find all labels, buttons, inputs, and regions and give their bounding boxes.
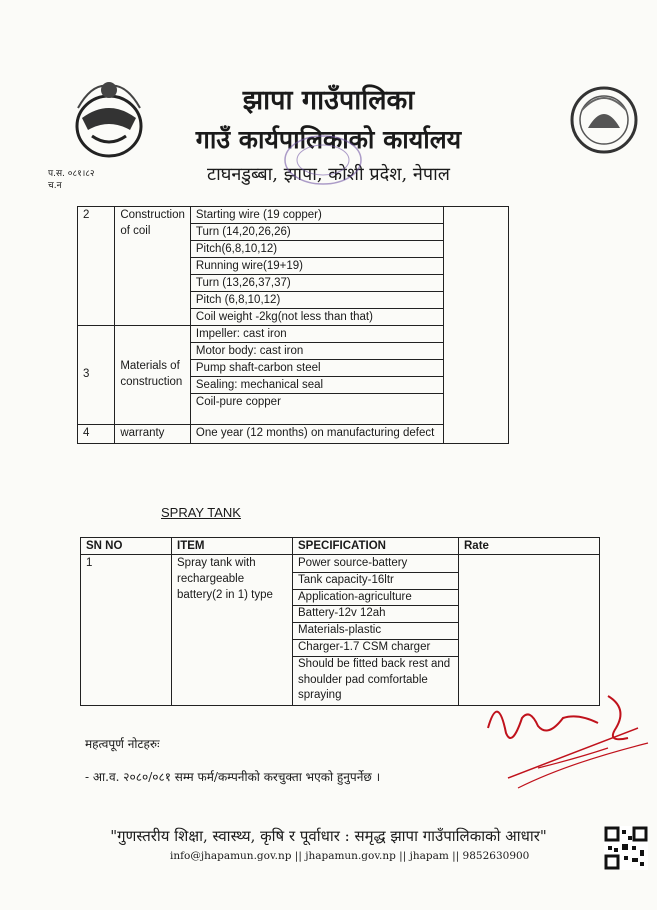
- table-row: [78, 425, 509, 444]
- office-stamp: [282, 132, 364, 188]
- table-row: [78, 326, 509, 425]
- spec-line: Battery-12v 12ah: [293, 606, 458, 623]
- spec-cell: [293, 555, 459, 706]
- spray-tank-heading: SPRAY TANK: [161, 505, 241, 520]
- footer-contact: info@jhapamun.gov.np || jhapamun.gov.np || jhapam || 9852630900: [170, 850, 530, 862]
- header-item: ITEM: [172, 538, 293, 555]
- item-cell: warranty: [115, 425, 191, 444]
- sn-cell: 1: [81, 555, 172, 706]
- table-row: [78, 207, 509, 326]
- header-title: झापा गाउँपालिका: [242, 85, 415, 116]
- spec-line: Starting wire (19 copper): [191, 207, 444, 224]
- header-specification: SPECIFICATION: [293, 538, 459, 555]
- specification-table: [77, 206, 509, 444]
- item-cell: Construction of coil: [115, 207, 191, 326]
- spec-line: Motor body: cast iron: [191, 343, 444, 360]
- spec-cell: One year (12 months) on manufacturing defect: [190, 425, 444, 444]
- note-item: - आ.व. २०८०/०८१ सम्म फर्म/कम्पनीको करचुक्ता भएको हुनुपर्नेछ ।: [85, 770, 381, 784]
- spec-line: Running wire(19+19): [191, 258, 444, 275]
- dispatch-number: च.न: [48, 181, 62, 191]
- notes-heading: महत्वपूर्ण नोटहरुः: [85, 737, 160, 751]
- spec-line: Pump shaft-carbon steel: [191, 360, 444, 377]
- spec-line: Power source-battery: [293, 556, 458, 573]
- reference-block: [48, 168, 95, 192]
- table-header-row: [81, 538, 600, 555]
- spec-cell: [190, 207, 444, 326]
- rate-cell: [459, 555, 600, 706]
- item-cell: Materials of construction: [115, 326, 191, 425]
- spec-line: Turn (14,20,26,26): [191, 224, 444, 241]
- qr-code-icon: [604, 826, 648, 870]
- spec-line: Application-agriculture: [293, 590, 458, 607]
- spec-line: Coil weight -2kg(not less than that): [195, 311, 373, 323]
- spec-line: Charger-1.7 CSM charger: [293, 640, 458, 657]
- sn-cell: 4: [78, 425, 115, 444]
- spec-line: Impeller: cast iron: [191, 326, 444, 343]
- item-cell: Spray tank with rechargeable battery(2 in 1) type: [172, 555, 293, 706]
- spec-line: Turn (13,26,37,37): [191, 275, 444, 292]
- header-sn: SN NO: [81, 538, 172, 555]
- spec-line: Coil-pure copper: [195, 396, 281, 408]
- header-subtitle: गाउँ कार्यपालिकाको कार्यालय: [195, 125, 462, 154]
- header-address: टाघनडुब्बा, झापा, कोशी प्रदेश, नेपाल: [207, 164, 450, 185]
- header-rate: Rate: [459, 538, 600, 555]
- ref-number: प.स. ०८१।८२: [48, 169, 95, 179]
- spec-line: Pitch (6,8,10,12): [191, 292, 444, 309]
- table-row: [81, 555, 600, 706]
- signature-stamp: [478, 688, 654, 798]
- spec-cell: [190, 326, 444, 425]
- spray-tank-table: [80, 537, 600, 706]
- footer-motto: "गुणस्तरीय शिक्षा, स्वास्थ्य, कृषि र पूर्वाधार : समृद्ध झापा गाउँपालिकाको आधार": [110, 827, 547, 845]
- sn-cell: 2: [78, 207, 115, 326]
- rate-cell: [444, 207, 509, 444]
- spec-line: Should be fitted back rest and shoulder pad comfortable spraying: [298, 657, 451, 702]
- sn-cell: 3: [78, 326, 115, 425]
- spec-line: Sealing: mechanical seal: [191, 377, 444, 394]
- spec-line: Tank capacity-16ltr: [293, 573, 458, 590]
- spec-line: Materials-plastic: [293, 623, 458, 640]
- spec-line: Pitch(6,8,10,12): [191, 241, 444, 258]
